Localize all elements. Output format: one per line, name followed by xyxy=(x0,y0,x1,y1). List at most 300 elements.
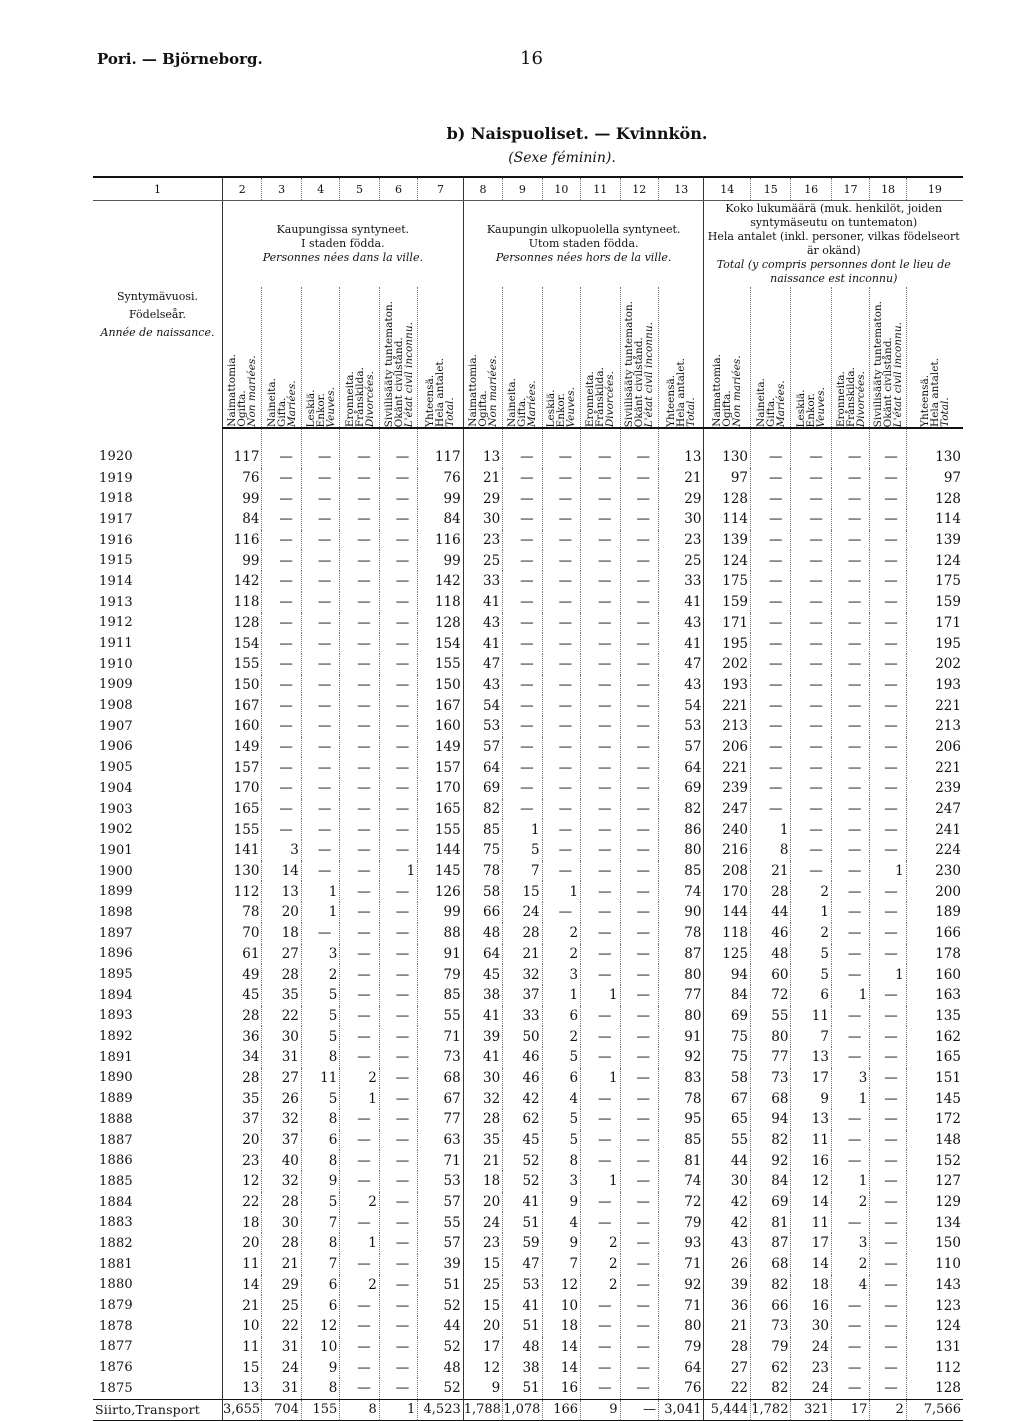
value-cell: 85 xyxy=(463,819,502,840)
table-row xyxy=(93,944,963,965)
value-cell: 239 xyxy=(906,778,963,799)
value-cell: 224 xyxy=(906,840,963,861)
value-cell: — xyxy=(581,840,620,861)
value-cell: — xyxy=(301,757,339,778)
value-cell: 2 xyxy=(301,964,339,985)
value-cell: — xyxy=(542,633,580,654)
value-cell: — xyxy=(379,1006,417,1027)
value-cell: — xyxy=(379,799,417,820)
value-cell: — xyxy=(791,530,831,551)
column-header-line: Hela antalet. xyxy=(928,358,941,427)
value-cell: — xyxy=(503,509,542,530)
value-cell: — xyxy=(581,1378,620,1399)
value-cell: 128 xyxy=(418,613,464,634)
value-cell: 240 xyxy=(704,819,751,840)
birth-year-cell: 1876 xyxy=(99,1360,133,1376)
value-cell: 112 xyxy=(222,881,261,902)
value-cell: — xyxy=(340,468,379,489)
birth-year-cell: 1909 xyxy=(99,677,133,693)
value-cell: 14 xyxy=(542,1357,580,1378)
value-cell: 29 xyxy=(262,1275,301,1296)
value-cell: 65 xyxy=(704,1109,751,1130)
value-cell: 117 xyxy=(418,428,464,468)
value-cell: — xyxy=(581,819,620,840)
value-cell: 213 xyxy=(704,716,751,737)
value-cell: — xyxy=(340,1378,379,1399)
value-cell: — xyxy=(870,1192,906,1213)
value-cell: 47 xyxy=(503,1254,542,1275)
group-born-outside-fr: Personnes nées hors de la ville. xyxy=(495,251,672,264)
value-cell: 230 xyxy=(906,861,963,882)
column-header-text xyxy=(345,363,375,427)
value-cell: 144 xyxy=(704,902,751,923)
column-header-line: Mariées. xyxy=(774,380,787,427)
value-cell: 55 xyxy=(704,1130,751,1151)
value-cell: 79 xyxy=(658,1337,704,1358)
value-cell: — xyxy=(620,654,658,675)
value-cell: 10 xyxy=(301,1337,339,1358)
value-cell: 41 xyxy=(503,1192,542,1213)
column-number: 9 xyxy=(503,177,542,201)
value-cell: 84 xyxy=(751,1171,791,1192)
value-cell: — xyxy=(620,902,658,923)
value-cell: — xyxy=(620,695,658,716)
value-cell: 8 xyxy=(542,1150,580,1171)
value-cell: — xyxy=(542,799,580,820)
value-cell: — xyxy=(379,550,417,571)
value-cell: — xyxy=(581,1109,620,1130)
value-cell: 67 xyxy=(418,1088,464,1109)
column-number: 10 xyxy=(542,177,580,201)
value-cell: — xyxy=(542,613,580,634)
value-cell: — xyxy=(581,468,620,489)
value-cell: 71 xyxy=(658,1254,704,1275)
birth-year-cell: 1880 xyxy=(99,1277,133,1293)
value-cell: — xyxy=(503,530,542,551)
value-cell: — xyxy=(751,468,791,489)
column-header-line: Leskiä. xyxy=(795,389,808,427)
value-cell: — xyxy=(340,757,379,778)
value-cell: 45 xyxy=(222,985,261,1006)
value-cell: — xyxy=(340,944,379,965)
value-cell: — xyxy=(870,1130,906,1151)
value-cell: 31 xyxy=(262,1047,301,1068)
value-cell: 20 xyxy=(222,1130,261,1151)
value-cell: 51 xyxy=(503,1212,542,1233)
value-cell: — xyxy=(340,1109,379,1130)
table-row xyxy=(93,799,963,820)
table-row xyxy=(93,592,963,613)
value-cell: 66 xyxy=(463,902,502,923)
value-cell: 92 xyxy=(658,1275,704,1296)
value-cell: 94 xyxy=(704,964,751,985)
birth-year-cell: 1902 xyxy=(99,822,133,838)
value-cell: — xyxy=(340,654,379,675)
column-number: 16 xyxy=(791,177,831,201)
value-cell: 27 xyxy=(704,1357,751,1378)
value-cell: 99 xyxy=(418,550,464,571)
value-cell: 124 xyxy=(906,550,963,571)
value-cell: — xyxy=(379,1295,417,1316)
value-cell: — xyxy=(262,716,301,737)
value-cell: 1 xyxy=(340,1088,379,1109)
column-number: 4 xyxy=(301,177,339,201)
value-cell: 78 xyxy=(463,861,502,882)
value-cell: — xyxy=(620,1316,658,1337)
value-cell: 21 xyxy=(751,861,791,882)
value-cell: — xyxy=(340,428,379,468)
value-cell: 97 xyxy=(906,468,963,489)
value-cell: 71 xyxy=(418,1150,464,1171)
column-header-line: Total. xyxy=(685,397,698,427)
value-cell: 75 xyxy=(463,840,502,861)
column-header-line: Okänt civilstånd. xyxy=(633,336,646,427)
value-cell: — xyxy=(620,571,658,592)
birth-year-cell: 1892 xyxy=(99,1029,133,1045)
value-cell: 1 xyxy=(503,819,542,840)
value-cell: — xyxy=(379,428,417,468)
group-born-in-city-fi: Kaupungissa syntyneet. xyxy=(276,223,410,236)
column-number: 12 xyxy=(620,177,658,201)
total-cell: 321 xyxy=(791,1399,831,1420)
value-cell: 5 xyxy=(301,1192,339,1213)
value-cell: — xyxy=(831,633,869,654)
value-cell: — xyxy=(581,695,620,716)
value-cell: — xyxy=(340,695,379,716)
value-cell: — xyxy=(301,923,339,944)
table-row xyxy=(93,428,963,468)
birth-year-cell: 1905 xyxy=(99,760,133,776)
value-cell: 126 xyxy=(418,881,464,902)
value-cell: 43 xyxy=(463,613,502,634)
column-header-line: Gifta. xyxy=(516,397,529,427)
value-cell: — xyxy=(620,1275,658,1296)
value-cell: — xyxy=(340,509,379,530)
value-cell: — xyxy=(581,530,620,551)
value-cell: — xyxy=(379,1316,417,1337)
value-cell: — xyxy=(870,1026,906,1047)
birth-year-cell: 1882 xyxy=(99,1235,133,1251)
value-cell: 69 xyxy=(658,778,704,799)
total-cell: 155 xyxy=(301,1399,339,1420)
value-cell: — xyxy=(581,716,620,737)
value-cell: 125 xyxy=(704,944,751,965)
value-cell: — xyxy=(581,509,620,530)
value-cell: — xyxy=(379,633,417,654)
column-header-line: Hela antalet. xyxy=(434,358,447,427)
value-cell: 14 xyxy=(791,1192,831,1213)
value-cell: — xyxy=(262,654,301,675)
value-cell: 170 xyxy=(222,778,261,799)
value-cell: — xyxy=(340,488,379,509)
value-cell: 76 xyxy=(658,1378,704,1399)
value-cell: 28 xyxy=(262,964,301,985)
value-cell: 41 xyxy=(463,633,502,654)
value-cell: 202 xyxy=(704,654,751,675)
value-cell: — xyxy=(542,819,580,840)
value-cell: 24 xyxy=(503,902,542,923)
table-row xyxy=(93,902,963,923)
value-cell: — xyxy=(581,1047,620,1068)
transport-total-row xyxy=(93,1399,963,1420)
column-header-line: Non mariées. xyxy=(486,355,499,427)
value-cell: — xyxy=(831,737,869,758)
value-cell: 20 xyxy=(463,1192,502,1213)
value-cell: — xyxy=(379,1150,417,1171)
value-cell: 1 xyxy=(870,861,906,882)
value-cell: — xyxy=(751,737,791,758)
value-cell: — xyxy=(791,654,831,675)
value-cell: — xyxy=(751,530,791,551)
value-cell: 247 xyxy=(704,799,751,820)
value-cell: — xyxy=(620,1378,658,1399)
value-cell: 5 xyxy=(542,1047,580,1068)
value-cell: — xyxy=(870,675,906,696)
value-cell: — xyxy=(340,633,379,654)
table-row xyxy=(93,530,963,551)
value-cell: 17 xyxy=(791,1068,831,1089)
value-cell: 32 xyxy=(463,1088,502,1109)
value-cell: 15 xyxy=(222,1357,261,1378)
value-cell: — xyxy=(262,819,301,840)
value-cell: 2 xyxy=(831,1254,869,1275)
value-cell: 82 xyxy=(751,1275,791,1296)
column-header-line: Siviilisääty tuntematon. xyxy=(623,300,636,427)
column-header-line: L'état civil inconnu. xyxy=(402,321,415,427)
value-cell: 8 xyxy=(301,1150,339,1171)
table-row xyxy=(93,737,963,758)
column-header-line: Ogifta. xyxy=(721,390,734,427)
value-cell: 175 xyxy=(704,571,751,592)
column-number: 2 xyxy=(222,177,261,201)
value-cell: 155 xyxy=(418,654,464,675)
value-cell: 44 xyxy=(704,1150,751,1171)
value-cell: 77 xyxy=(418,1109,464,1130)
value-cell: — xyxy=(791,488,831,509)
value-cell: 57 xyxy=(658,737,704,758)
value-cell: 1 xyxy=(542,881,580,902)
value-cell: 21 xyxy=(503,944,542,965)
table-row xyxy=(93,1357,963,1378)
value-cell: — xyxy=(870,1316,906,1337)
value-cell: — xyxy=(379,985,417,1006)
value-cell: 26 xyxy=(262,1088,301,1109)
value-cell: 20 xyxy=(463,1316,502,1337)
value-cell: — xyxy=(870,716,906,737)
value-cell: — xyxy=(831,1316,869,1337)
column-header-line: Naimattomia. xyxy=(466,354,479,427)
value-cell: 84 xyxy=(418,509,464,530)
value-cell: — xyxy=(870,757,906,778)
total-cell: 3,041 xyxy=(658,1399,704,1420)
table-row xyxy=(93,1047,963,1068)
value-cell: 18 xyxy=(262,923,301,944)
value-cell: 213 xyxy=(906,716,963,737)
value-cell: 43 xyxy=(463,675,502,696)
table-row xyxy=(93,1088,963,1109)
value-cell: — xyxy=(620,819,658,840)
column-number: 7 xyxy=(418,177,464,201)
birth-year-cell: 1917 xyxy=(99,511,133,527)
value-cell: — xyxy=(791,861,831,882)
value-cell: 152 xyxy=(906,1150,963,1171)
value-cell: 29 xyxy=(658,488,704,509)
value-cell: — xyxy=(870,1171,906,1192)
value-cell: 50 xyxy=(503,1026,542,1047)
value-cell: — xyxy=(581,778,620,799)
value-cell: 208 xyxy=(704,861,751,882)
birth-year-cell: 1893 xyxy=(99,1008,133,1024)
column-header-line: Leskiä. xyxy=(545,389,558,427)
column-header-line: Naineita. xyxy=(754,378,767,427)
column-header-text xyxy=(666,354,696,427)
value-cell: — xyxy=(503,592,542,613)
value-cell: 57 xyxy=(418,1233,464,1254)
value-cell: — xyxy=(870,428,906,468)
value-cell: — xyxy=(581,1357,620,1378)
value-cell: — xyxy=(831,1130,869,1151)
value-cell: 123 xyxy=(906,1295,963,1316)
value-cell: — xyxy=(581,757,620,778)
value-cell: — xyxy=(620,550,658,571)
birth-year-cell: 1898 xyxy=(99,904,133,920)
value-cell: — xyxy=(379,592,417,613)
column-header-line: Gifta. xyxy=(764,397,777,427)
value-cell: 170 xyxy=(704,881,751,902)
value-cell: — xyxy=(262,799,301,820)
value-cell: 34 xyxy=(222,1047,261,1068)
value-cell: 31 xyxy=(262,1378,301,1399)
value-cell: 200 xyxy=(906,881,963,902)
column-header-text xyxy=(468,350,498,427)
value-cell: 149 xyxy=(222,737,261,758)
value-cell: — xyxy=(831,944,869,965)
value-cell: — xyxy=(870,530,906,551)
column-header-line: Yhteensä. xyxy=(424,374,437,427)
value-cell: — xyxy=(301,509,339,530)
value-cell: — xyxy=(870,778,906,799)
value-cell: 92 xyxy=(658,1047,704,1068)
column-header-line: Total. xyxy=(444,397,457,427)
value-cell: 42 xyxy=(704,1192,751,1213)
value-cell: — xyxy=(301,488,339,509)
value-cell: 45 xyxy=(503,1130,542,1151)
value-cell: — xyxy=(262,592,301,613)
value-cell: — xyxy=(340,1047,379,1068)
value-cell: — xyxy=(620,1026,658,1047)
value-cell: — xyxy=(503,716,542,737)
value-cell: 1 xyxy=(831,1088,869,1109)
value-cell: 155 xyxy=(418,819,464,840)
birth-year-cell: 1894 xyxy=(99,987,133,1003)
value-cell: 40 xyxy=(262,1150,301,1171)
value-cell: — xyxy=(379,1109,417,1130)
value-cell: 48 xyxy=(418,1357,464,1378)
value-cell: — xyxy=(301,428,339,468)
table-row xyxy=(93,1150,963,1171)
value-cell: — xyxy=(831,902,869,923)
value-cell: 13 xyxy=(463,428,502,468)
value-cell: 24 xyxy=(463,1212,502,1233)
value-cell: 239 xyxy=(704,778,751,799)
birth-year-cell: 1887 xyxy=(99,1132,133,1148)
value-cell: — xyxy=(831,1357,869,1378)
table-row xyxy=(93,923,963,944)
column-header-line: Eronneita. xyxy=(343,371,356,427)
value-cell: — xyxy=(542,695,580,716)
value-cell: — xyxy=(870,613,906,634)
value-cell: 76 xyxy=(418,468,464,489)
value-cell: — xyxy=(542,468,580,489)
value-cell: 2 xyxy=(831,1192,869,1213)
value-cell: — xyxy=(542,550,580,571)
value-cell: — xyxy=(870,1047,906,1068)
value-cell: — xyxy=(620,468,658,489)
column-number: 11 xyxy=(581,177,620,201)
birth-year-cell: 1897 xyxy=(99,925,133,941)
value-cell: 167 xyxy=(222,695,261,716)
value-cell: 195 xyxy=(906,633,963,654)
value-cell: 10 xyxy=(542,1295,580,1316)
value-cell: 87 xyxy=(658,944,704,965)
value-cell: 82 xyxy=(751,1130,791,1151)
value-cell: 30 xyxy=(262,1212,301,1233)
value-cell: — xyxy=(379,716,417,737)
birth-year-cell: 1908 xyxy=(99,698,133,714)
value-cell: — xyxy=(340,1316,379,1337)
value-cell: 7 xyxy=(301,1254,339,1275)
value-cell: — xyxy=(340,1337,379,1358)
birth-year-cell: 1918 xyxy=(99,491,133,507)
birth-year-cell: 1878 xyxy=(99,1318,133,1334)
value-cell: — xyxy=(751,509,791,530)
value-cell: — xyxy=(379,1254,417,1275)
value-cell: — xyxy=(831,530,869,551)
value-cell: 35 xyxy=(222,1088,261,1109)
value-cell: 12 xyxy=(463,1357,502,1378)
value-cell: 18 xyxy=(463,1171,502,1192)
value-cell: — xyxy=(620,1130,658,1151)
value-cell: — xyxy=(870,695,906,716)
column-header xyxy=(831,287,869,428)
value-cell: — xyxy=(379,923,417,944)
column-header-line: Naimattomia. xyxy=(711,354,724,427)
value-cell: 157 xyxy=(418,757,464,778)
value-cell: 112 xyxy=(906,1357,963,1378)
value-cell: 7 xyxy=(503,861,542,882)
value-cell: — xyxy=(262,633,301,654)
column-header-text xyxy=(836,363,866,427)
value-cell: 13 xyxy=(791,1109,831,1130)
value-cell: 145 xyxy=(906,1088,963,1109)
value-cell: — xyxy=(581,571,620,592)
value-cell: 51 xyxy=(503,1378,542,1399)
value-cell: 71 xyxy=(418,1026,464,1047)
value-cell: — xyxy=(620,737,658,758)
table-row xyxy=(93,985,963,1006)
value-cell: 5 xyxy=(503,840,542,861)
value-cell: — xyxy=(831,1212,869,1233)
value-cell: — xyxy=(542,840,580,861)
value-cell: 27 xyxy=(262,944,301,965)
value-cell: 221 xyxy=(704,695,751,716)
value-cell: — xyxy=(262,675,301,696)
value-cell: — xyxy=(379,1026,417,1047)
value-cell: — xyxy=(262,778,301,799)
value-cell: — xyxy=(581,613,620,634)
value-cell: — xyxy=(581,964,620,985)
value-cell: — xyxy=(301,695,339,716)
